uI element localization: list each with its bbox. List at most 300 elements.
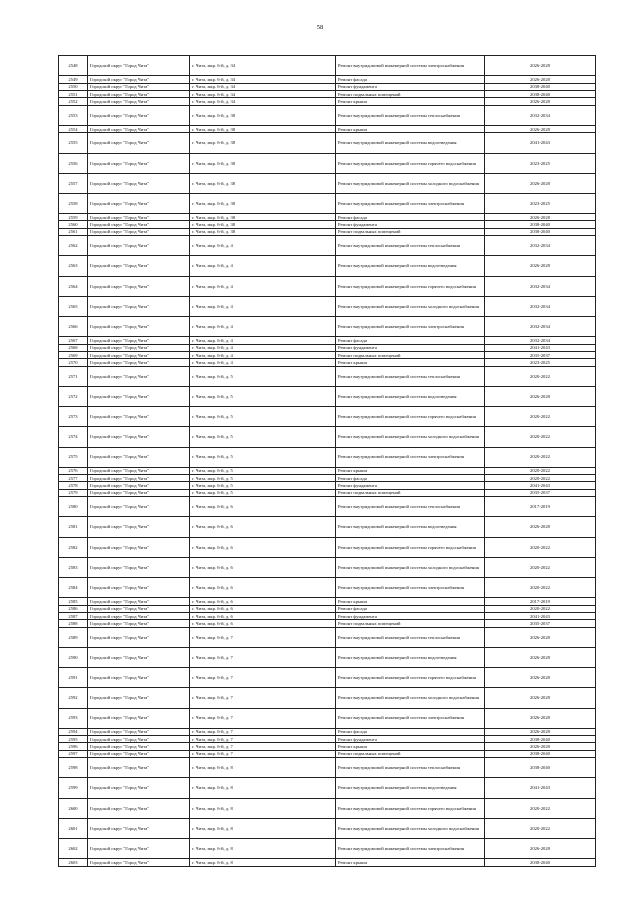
work-type-cell: Ремонт внутридомовой инженерной системы теплоснабжения bbox=[336, 497, 485, 517]
work-type-cell: Ремонт внутридомовой инженерной системы водоотведения bbox=[336, 647, 485, 667]
period-cell: 2020-2022 bbox=[485, 557, 596, 577]
table-row bbox=[59, 475, 596, 482]
row-number-cell: 2601 bbox=[59, 818, 88, 838]
period-cell: 2032-2034 bbox=[485, 105, 596, 125]
table-row bbox=[59, 517, 596, 537]
row-number-cell: 2582 bbox=[59, 537, 88, 557]
address-cell: г. Чита, мкр. 6-й, д. 38 bbox=[190, 105, 336, 125]
period-cell: 2038-2040 bbox=[485, 736, 596, 743]
address-cell: г. Чита, мкр. 6-й, д. 34 bbox=[190, 83, 336, 90]
row-number-cell: 2569 bbox=[59, 351, 88, 358]
row-number-cell: 2598 bbox=[59, 758, 88, 778]
municipality-cell: Городской округ "Город Чита" bbox=[88, 193, 190, 213]
work-type-cell: Ремонт внутридомовой инженерной системы холодного водоснабжения bbox=[336, 818, 485, 838]
address-cell: г. Чита, мкр. 6-й, д. 6 bbox=[190, 517, 336, 537]
repair-schedule-table bbox=[58, 55, 596, 867]
address-cell: г. Чита, мкр. 6-й, д. 7 bbox=[190, 627, 336, 647]
municipality-cell: Городской округ "Город Чита" bbox=[88, 482, 190, 489]
address-cell: г. Чита, мкр. 6-й, д. 6 bbox=[190, 598, 336, 605]
address-cell: г. Чита, мкр. 6-й, д. 4 bbox=[190, 337, 336, 344]
address-cell: г. Чита, мкр. 6-й, д. 38 bbox=[190, 193, 336, 213]
row-number-cell: 2556 bbox=[59, 153, 88, 173]
row-number-cell: 2567 bbox=[59, 337, 88, 344]
work-type-cell: Ремонт подвальных помещений bbox=[336, 228, 485, 235]
municipality-cell: Городской округ "Город Чита" bbox=[88, 427, 190, 447]
period-cell: 2032-2034 bbox=[485, 236, 596, 256]
address-cell: г. Чита, мкр. 6-й, д. 7 bbox=[190, 750, 336, 757]
table-row bbox=[59, 221, 596, 228]
table-row bbox=[59, 668, 596, 688]
table-row bbox=[59, 798, 596, 818]
period-cell: 2038-2040 bbox=[485, 859, 596, 866]
work-type-cell: Ремонт внутридомовой инженерной системы электроснабжения bbox=[336, 839, 485, 859]
work-type-cell: Ремонт внутридомовой инженерной системы электроснабжения bbox=[336, 708, 485, 728]
municipality-cell: Городской округ "Город Чита" bbox=[88, 90, 190, 97]
row-number-cell: 2595 bbox=[59, 736, 88, 743]
period-cell: 2032-2034 bbox=[485, 296, 596, 316]
period-cell: 2041-2043 bbox=[485, 344, 596, 351]
row-number-cell: 2566 bbox=[59, 317, 88, 337]
work-type-cell: Ремонт внутридомовой инженерной системы водоотведения bbox=[336, 386, 485, 406]
address-cell: г. Чита, мкр. 6-й, д. 6 bbox=[190, 557, 336, 577]
work-type-cell: Ремонт крыши bbox=[336, 359, 485, 366]
address-cell: г. Чита, мкр. 6-й, д. 8 bbox=[190, 778, 336, 798]
municipality-cell: Городской округ "Город Чита" bbox=[88, 221, 190, 228]
row-number-cell: 2560 bbox=[59, 221, 88, 228]
row-number-cell: 2564 bbox=[59, 276, 88, 296]
period-cell: 2035-2037 bbox=[485, 489, 596, 496]
table-row bbox=[59, 351, 596, 358]
table-row bbox=[59, 427, 596, 447]
row-number-cell: 2589 bbox=[59, 627, 88, 647]
table-row bbox=[59, 620, 596, 627]
period-cell: 2026-2028 bbox=[485, 517, 596, 537]
work-type-cell: Ремонт внутридомовой инженерной системы теплоснабжения bbox=[336, 236, 485, 256]
work-type-cell: Ремонт фундамента bbox=[336, 612, 485, 619]
address-cell: г. Чита, мкр. 6-й, д. 5 bbox=[190, 407, 336, 427]
row-number-cell: 2597 bbox=[59, 750, 88, 757]
municipality-cell: Городской округ "Город Чита" bbox=[88, 337, 190, 344]
table-row bbox=[59, 337, 596, 344]
work-type-cell: Ремонт внутридомовой инженерной системы водоотведения bbox=[336, 256, 485, 276]
row-number-cell: 2593 bbox=[59, 708, 88, 728]
table-row bbox=[59, 743, 596, 750]
period-cell: 2026-2028 bbox=[485, 214, 596, 221]
row-number-cell: 2591 bbox=[59, 668, 88, 688]
period-cell: 2026-2028 bbox=[485, 728, 596, 735]
address-cell: г. Чита, мкр. 6-й, д. 34 bbox=[190, 90, 336, 97]
municipality-cell: Городской округ "Город Чита" bbox=[88, 497, 190, 517]
table-row bbox=[59, 359, 596, 366]
municipality-cell: Городской округ "Город Чита" bbox=[88, 750, 190, 757]
work-type-cell: Ремонт крыши bbox=[336, 743, 485, 750]
period-cell: 2023-2025 bbox=[485, 153, 596, 173]
table-row bbox=[59, 557, 596, 577]
work-type-cell: Ремонт фасада bbox=[336, 605, 485, 612]
work-type-cell: Ремонт внутридомовой инженерной системы холодного водоснабжения bbox=[336, 173, 485, 193]
table-row bbox=[59, 818, 596, 838]
period-cell: 2041-2043 bbox=[485, 482, 596, 489]
period-cell: 2026-2028 bbox=[485, 256, 596, 276]
address-cell: г. Чита, мкр. 6-й, д. 5 bbox=[190, 489, 336, 496]
municipality-cell: Городской округ "Город Чита" bbox=[88, 56, 190, 76]
row-number-cell: 2603 bbox=[59, 859, 88, 866]
row-number-cell: 2562 bbox=[59, 236, 88, 256]
table-row bbox=[59, 627, 596, 647]
period-cell: 2035-2037 bbox=[485, 620, 596, 627]
municipality-cell: Городской округ "Город Чита" bbox=[88, 798, 190, 818]
table-row bbox=[59, 605, 596, 612]
address-cell: г. Чита, мкр. 6-й, д. 8 bbox=[190, 758, 336, 778]
row-number-cell: 2559 bbox=[59, 214, 88, 221]
table-row bbox=[59, 467, 596, 474]
address-cell: г. Чита, мкр. 6-й, д. 5 bbox=[190, 475, 336, 482]
municipality-cell: Городской округ "Город Чита" bbox=[88, 475, 190, 482]
table-row bbox=[59, 859, 596, 866]
work-type-cell: Ремонт крыши bbox=[336, 98, 485, 105]
table-row bbox=[59, 276, 596, 296]
row-number-cell: 2600 bbox=[59, 798, 88, 818]
municipality-cell: Городской округ "Город Чита" bbox=[88, 98, 190, 105]
row-number-cell: 2587 bbox=[59, 612, 88, 619]
municipality-cell: Городской округ "Город Чита" bbox=[88, 125, 190, 132]
address-cell: г. Чита, мкр. 6-й, д. 38 bbox=[190, 133, 336, 153]
address-cell: г. Чита, мкр. 6-й, д. 7 bbox=[190, 743, 336, 750]
table-row bbox=[59, 407, 596, 427]
municipality-cell: Городской округ "Город Чита" bbox=[88, 105, 190, 125]
row-number-cell: 2563 bbox=[59, 256, 88, 276]
table-row bbox=[59, 56, 596, 76]
work-type-cell: Ремонт крыши bbox=[336, 125, 485, 132]
address-cell: г. Чита, мкр. 6-й, д. 8 bbox=[190, 798, 336, 818]
period-cell: 2026-2028 bbox=[485, 76, 596, 83]
row-number-cell: 2549 bbox=[59, 76, 88, 83]
work-type-cell: Ремонт внутридомовой инженерной системы холодного водоснабжения bbox=[336, 688, 485, 708]
municipality-cell: Городской округ "Город Чита" bbox=[88, 557, 190, 577]
table-row bbox=[59, 386, 596, 406]
work-type-cell: Ремонт фасада bbox=[336, 728, 485, 735]
work-type-cell: Ремонт крыши bbox=[336, 598, 485, 605]
period-cell: 2038-2040 bbox=[485, 750, 596, 757]
municipality-cell: Городской округ "Город Чита" bbox=[88, 228, 190, 235]
period-cell: 2020-2022 bbox=[485, 427, 596, 447]
row-number-cell: 2568 bbox=[59, 344, 88, 351]
table-row bbox=[59, 708, 596, 728]
address-cell: г. Чита, мкр. 6-й, д. 5 bbox=[190, 366, 336, 386]
municipality-cell: Городской округ "Город Чита" bbox=[88, 778, 190, 798]
row-number-cell: 2572 bbox=[59, 386, 88, 406]
work-type-cell: Ремонт внутридомовой инженерной системы холодного водоснабжения bbox=[336, 557, 485, 577]
work-type-cell: Ремонт крыши bbox=[336, 859, 485, 866]
work-type-cell: Ремонт внутридомовой инженерной системы электроснабжения bbox=[336, 317, 485, 337]
period-cell: 2020-2022 bbox=[485, 798, 596, 818]
municipality-cell: Городской округ "Город Чита" bbox=[88, 758, 190, 778]
municipality-cell: Городской округ "Город Чита" bbox=[88, 728, 190, 735]
work-type-cell: Ремонт фундамента bbox=[336, 83, 485, 90]
period-cell: 2020-2022 bbox=[485, 605, 596, 612]
work-type-cell: Ремонт фундамента bbox=[336, 736, 485, 743]
municipality-cell: Городской округ "Город Чита" bbox=[88, 612, 190, 619]
period-cell: 2035-2037 bbox=[485, 351, 596, 358]
address-cell: г. Чита, мкр. 6-й, д. 38 bbox=[190, 228, 336, 235]
table-row bbox=[59, 125, 596, 132]
work-type-cell: Ремонт внутридомовой инженерной системы горячего водоснабжения bbox=[336, 798, 485, 818]
municipality-cell: Городской округ "Город Чита" bbox=[88, 489, 190, 496]
address-cell: г. Чита, мкр. 6-й, д. 6 bbox=[190, 620, 336, 627]
address-cell: г. Чита, мкр. 6-й, д. 6 bbox=[190, 605, 336, 612]
address-cell: г. Чита, мкр. 6-й, д. 4 bbox=[190, 256, 336, 276]
period-cell: 2026-2028 bbox=[485, 98, 596, 105]
municipality-cell: Городской округ "Город Чита" bbox=[88, 818, 190, 838]
municipality-cell: Городской округ "Город Чита" bbox=[88, 859, 190, 866]
municipality-cell: Городской округ "Город Чита" bbox=[88, 173, 190, 193]
row-number-cell: 2555 bbox=[59, 133, 88, 153]
period-cell: 2038-2040 bbox=[485, 221, 596, 228]
municipality-cell: Городской округ "Город Чита" bbox=[88, 517, 190, 537]
address-cell: г. Чита, мкр. 6-й, д. 7 bbox=[190, 688, 336, 708]
work-type-cell: Ремонт внутридомовой инженерной системы электроснабжения bbox=[336, 447, 485, 467]
address-cell: г. Чита, мкр. 6-й, д. 6 bbox=[190, 612, 336, 619]
table-row bbox=[59, 153, 596, 173]
table-row bbox=[59, 758, 596, 778]
row-number-cell: 2599 bbox=[59, 778, 88, 798]
table-row bbox=[59, 214, 596, 221]
period-cell: 2020-2022 bbox=[485, 578, 596, 598]
work-type-cell: Ремонт подвальных помещений bbox=[336, 351, 485, 358]
work-type-cell: Ремонт фасада bbox=[336, 337, 485, 344]
period-cell: 2038-2040 bbox=[485, 90, 596, 97]
address-cell: г. Чита, мкр. 6-й, д. 6 bbox=[190, 497, 336, 517]
table-row bbox=[59, 105, 596, 125]
work-type-cell: Ремонт подвальных помещений bbox=[336, 90, 485, 97]
row-number-cell: 2602 bbox=[59, 839, 88, 859]
work-type-cell: Ремонт внутридомовой инженерной системы холодного водоснабжения bbox=[336, 427, 485, 447]
period-cell: 2026-2028 bbox=[485, 386, 596, 406]
work-type-cell: Ремонт внутридомовой инженерной системы водоотведения bbox=[336, 778, 485, 798]
row-number-cell: 2573 bbox=[59, 407, 88, 427]
period-cell: 2032-2034 bbox=[485, 276, 596, 296]
work-type-cell: Ремонт внутридомовой инженерной системы электроснабжения bbox=[336, 578, 485, 598]
address-cell: г. Чита, мкр. 6-й, д. 8 bbox=[190, 839, 336, 859]
address-cell: г. Чита, мкр. 6-й, д. 6 bbox=[190, 537, 336, 557]
row-number-cell: 2586 bbox=[59, 605, 88, 612]
period-cell: 2026-2028 bbox=[485, 839, 596, 859]
address-cell: г. Чита, мкр. 6-й, д. 8 bbox=[190, 859, 336, 866]
municipality-cell: Городской округ "Город Чита" bbox=[88, 708, 190, 728]
work-type-cell: Ремонт фундамента bbox=[336, 482, 485, 489]
period-cell: 2026-2028 bbox=[485, 125, 596, 132]
work-type-cell: Ремонт подвальных помещений bbox=[336, 489, 485, 496]
address-cell: г. Чита, мкр. 6-й, д. 7 bbox=[190, 647, 336, 667]
table-row bbox=[59, 778, 596, 798]
table-row bbox=[59, 688, 596, 708]
address-cell: г. Чита, мкр. 6-й, д. 38 bbox=[190, 214, 336, 221]
work-type-cell: Ремонт внутридомовой инженерной системы горячего водоснабжения bbox=[336, 668, 485, 688]
address-cell: г. Чита, мкр. 6-й, д. 8 bbox=[190, 818, 336, 838]
table-row bbox=[59, 736, 596, 743]
period-cell: 2041-2043 bbox=[485, 133, 596, 153]
address-cell: г. Чита, мкр. 6-й, д. 7 bbox=[190, 668, 336, 688]
address-cell: г. Чита, мкр. 6-й, д. 34 bbox=[190, 76, 336, 83]
municipality-cell: Городской округ "Город Чита" bbox=[88, 76, 190, 83]
table-row bbox=[59, 256, 596, 276]
period-cell: 2026-2028 bbox=[485, 647, 596, 667]
work-type-cell: Ремонт фасада bbox=[336, 475, 485, 482]
period-cell: 2020-2022 bbox=[485, 407, 596, 427]
period-cell: 2020-2022 bbox=[485, 475, 596, 482]
municipality-cell: Городской округ "Город Чита" bbox=[88, 83, 190, 90]
period-cell: 2038-2040 bbox=[485, 83, 596, 90]
municipality-cell: Городской округ "Город Чита" bbox=[88, 627, 190, 647]
period-cell: 2020-2022 bbox=[485, 467, 596, 474]
period-cell: 2026-2028 bbox=[485, 668, 596, 688]
period-cell: 2023-2025 bbox=[485, 359, 596, 366]
period-cell: 2026-2028 bbox=[485, 173, 596, 193]
row-number-cell: 2550 bbox=[59, 83, 88, 90]
period-cell: 2017-2019 bbox=[485, 598, 596, 605]
address-cell: г. Чита, мкр. 6-й, д. 38 bbox=[190, 153, 336, 173]
table-row bbox=[59, 839, 596, 859]
municipality-cell: Городской округ "Город Чита" bbox=[88, 317, 190, 337]
table-row bbox=[59, 612, 596, 619]
period-cell: 2020-2022 bbox=[485, 447, 596, 467]
row-number-cell: 2552 bbox=[59, 98, 88, 105]
period-cell: 2032-2034 bbox=[485, 337, 596, 344]
row-number-cell: 2584 bbox=[59, 578, 88, 598]
row-number-cell: 2574 bbox=[59, 427, 88, 447]
work-type-cell: Ремонт внутридомовой инженерной системы теплоснабжения bbox=[336, 758, 485, 778]
row-number-cell: 2557 bbox=[59, 173, 88, 193]
municipality-cell: Городской округ "Город Чита" bbox=[88, 605, 190, 612]
table-row bbox=[59, 98, 596, 105]
table-row bbox=[59, 344, 596, 351]
row-number-cell: 2553 bbox=[59, 105, 88, 125]
period-cell: 2041-2043 bbox=[485, 778, 596, 798]
address-cell: г. Чита, мкр. 6-й, д. 4 bbox=[190, 236, 336, 256]
table-row bbox=[59, 489, 596, 496]
address-cell: г. Чита, мкр. 6-й, д. 4 bbox=[190, 359, 336, 366]
row-number-cell: 2585 bbox=[59, 598, 88, 605]
work-type-cell: Ремонт внутридомовой инженерной системы холодного водоснабжения bbox=[336, 296, 485, 316]
row-number-cell: 2561 bbox=[59, 228, 88, 235]
table-row bbox=[59, 228, 596, 235]
table-row bbox=[59, 497, 596, 517]
row-number-cell: 2581 bbox=[59, 517, 88, 537]
page-number: 58 bbox=[316, 24, 324, 31]
table-row bbox=[59, 578, 596, 598]
period-cell: 2020-2022 bbox=[485, 537, 596, 557]
row-number-cell: 2594 bbox=[59, 728, 88, 735]
address-cell: г. Чита, мкр. 6-й, д. 7 bbox=[190, 728, 336, 735]
municipality-cell: Городской округ "Город Чита" bbox=[88, 467, 190, 474]
municipality-cell: Городской округ "Город Чита" bbox=[88, 133, 190, 153]
work-type-cell: Ремонт фасада bbox=[336, 214, 485, 221]
work-type-cell: Ремонт внутридомовой инженерной системы горячего водоснабжения bbox=[336, 537, 485, 557]
municipality-cell: Городской округ "Город Чита" bbox=[88, 153, 190, 173]
table-row bbox=[59, 750, 596, 757]
row-number-cell: 2570 bbox=[59, 359, 88, 366]
table-row bbox=[59, 83, 596, 90]
row-number-cell: 2580 bbox=[59, 497, 88, 517]
address-cell: г. Чита, мкр. 6-й, д. 38 bbox=[190, 125, 336, 132]
municipality-cell: Городской округ "Город Чита" bbox=[88, 688, 190, 708]
address-cell: г. Чита, мкр. 6-й, д. 4 bbox=[190, 317, 336, 337]
work-type-cell: Ремонт внутридомовой инженерной системы теплоснабжения bbox=[336, 627, 485, 647]
address-cell: г. Чита, мкр. 6-й, д. 38 bbox=[190, 221, 336, 228]
table-body bbox=[59, 56, 596, 867]
period-cell: 2026-2028 bbox=[485, 708, 596, 728]
period-cell: 2020-2022 bbox=[485, 818, 596, 838]
row-number-cell: 2596 bbox=[59, 743, 88, 750]
table-row bbox=[59, 193, 596, 213]
period-cell: 2032-2034 bbox=[485, 317, 596, 337]
period-cell: 2023-2025 bbox=[485, 193, 596, 213]
municipality-cell: Городской округ "Город Чита" bbox=[88, 578, 190, 598]
municipality-cell: Городской округ "Город Чита" bbox=[88, 256, 190, 276]
municipality-cell: Городской округ "Город Чита" bbox=[88, 620, 190, 627]
table-row bbox=[59, 647, 596, 667]
municipality-cell: Городской округ "Город Чита" bbox=[88, 276, 190, 296]
municipality-cell: Городской округ "Город Чита" bbox=[88, 296, 190, 316]
table-row bbox=[59, 173, 596, 193]
row-number-cell: 2583 bbox=[59, 557, 88, 577]
work-type-cell: Ремонт внутридомовой инженерной системы водоотведения bbox=[336, 517, 485, 537]
municipality-cell: Городской округ "Город Чита" bbox=[88, 214, 190, 221]
municipality-cell: Городской округ "Город Чита" bbox=[88, 351, 190, 358]
address-cell: г. Чита, мкр. 6-й, д. 4 bbox=[190, 276, 336, 296]
address-cell: г. Чита, мкр. 6-й, д. 34 bbox=[190, 98, 336, 105]
table-row bbox=[59, 537, 596, 557]
table-row bbox=[59, 482, 596, 489]
address-cell: г. Чита, мкр. 6-й, д. 38 bbox=[190, 173, 336, 193]
row-number-cell: 2565 bbox=[59, 296, 88, 316]
row-number-cell: 2575 bbox=[59, 447, 88, 467]
table-row bbox=[59, 90, 596, 97]
work-type-cell: Ремонт фундамента bbox=[336, 344, 485, 351]
work-type-cell: Ремонт внутридомовой инженерной системы горячего водоснабжения bbox=[336, 153, 485, 173]
work-type-cell: Ремонт фундамента bbox=[336, 221, 485, 228]
row-number-cell: 2548 bbox=[59, 56, 88, 76]
municipality-cell: Городской округ "Город Чита" bbox=[88, 407, 190, 427]
row-number-cell: 2579 bbox=[59, 489, 88, 496]
period-cell: 2038-2040 bbox=[485, 758, 596, 778]
row-number-cell: 2558 bbox=[59, 193, 88, 213]
work-type-cell: Ремонт подвальных помещений bbox=[336, 620, 485, 627]
address-cell: г. Чита, мкр. 6-й, д. 5 bbox=[190, 467, 336, 474]
municipality-cell: Городской округ "Город Чита" bbox=[88, 366, 190, 386]
work-type-cell: Ремонт внутридомовой инженерной системы теплоснабжения bbox=[336, 105, 485, 125]
period-cell: 2026-2028 bbox=[485, 688, 596, 708]
municipality-cell: Городской округ "Город Чита" bbox=[88, 647, 190, 667]
row-number-cell: 2588 bbox=[59, 620, 88, 627]
table-row bbox=[59, 296, 596, 316]
address-cell: г. Чита, мкр. 6-й, д. 5 bbox=[190, 427, 336, 447]
table-row bbox=[59, 366, 596, 386]
address-cell: г. Чита, мкр. 6-й, д. 4 bbox=[190, 351, 336, 358]
address-cell: г. Чита, мкр. 6-й, д. 5 bbox=[190, 482, 336, 489]
row-number-cell: 2576 bbox=[59, 467, 88, 474]
municipality-cell: Городской округ "Город Чита" bbox=[88, 236, 190, 256]
period-cell: 2026-2028 bbox=[485, 56, 596, 76]
address-cell: г. Чита, мкр. 6-й, д. 4 bbox=[190, 344, 336, 351]
work-type-cell: Ремонт внутридомовой инженерной системы теплоснабжения bbox=[336, 366, 485, 386]
address-cell: г. Чита, мкр. 6-й, д. 6 bbox=[190, 578, 336, 598]
address-cell: г. Чита, мкр. 6-й, д. 5 bbox=[190, 447, 336, 467]
municipality-cell: Городской округ "Город Чита" bbox=[88, 359, 190, 366]
period-cell: 2038-2040 bbox=[485, 228, 596, 235]
address-cell: г. Чита, мкр. 6-й, д. 7 bbox=[190, 736, 336, 743]
work-type-cell: Ремонт внутридомовой инженерной системы горячего водоснабжения bbox=[336, 407, 485, 427]
